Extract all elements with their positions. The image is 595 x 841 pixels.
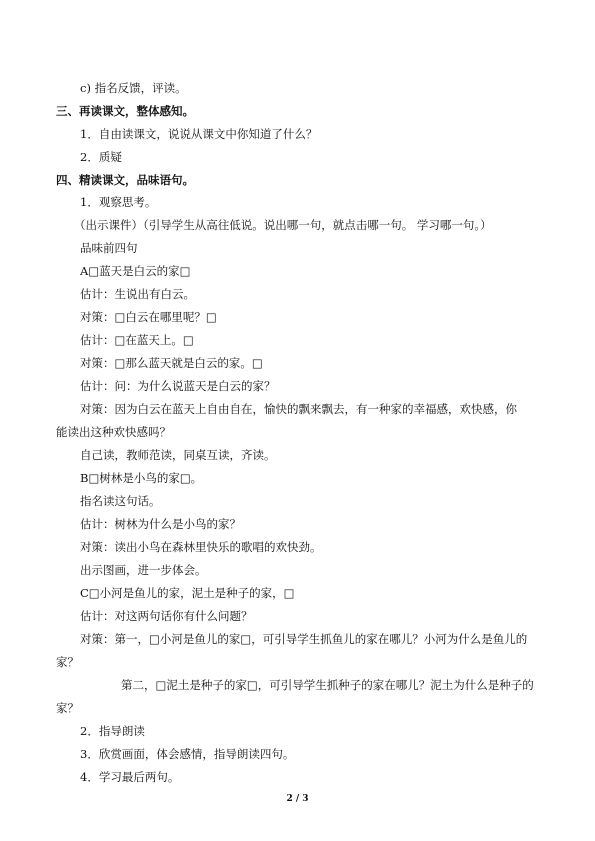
text-line: 1．自由读课文，说说从课文中你知道了什么？ [80, 127, 318, 141]
text-line: 指名读这句话。 [80, 494, 161, 508]
text-line: 4．学习最后两句。 [80, 770, 180, 784]
text-line: C□小河是鱼儿的家，泥土是种子的家，□ [80, 586, 295, 600]
text-line: 估计：□在蓝天上。□ [80, 333, 194, 347]
text-line: 对策：□白云在哪里呢？□ [80, 310, 217, 324]
text-line: 估计：问：为什么说蓝天是白云的家？ [80, 379, 276, 393]
page-number: 2 / 3 [286, 794, 309, 804]
section-heading: 三、再读课文，整体感知。 [56, 104, 194, 118]
text-line: 估计：对这两句话你有什么问题？ [80, 609, 253, 623]
text-line: 对策：□那么蓝天就是白云的家。□ [80, 356, 263, 370]
text-line: （出示课件）（引导学生从高往低说。说出哪一句，就点击哪一句。 学习哪一句。） [74, 218, 492, 232]
text-line: 对策：读出小鸟在森林里快乐的歌唱的欢快劲。 [80, 540, 322, 554]
text-line: 2．指导朗读 [80, 724, 145, 738]
text-line: 家？ [56, 655, 79, 669]
text-line: 2．质疑 [80, 150, 122, 164]
text-line: B□树林是小鸟的家□。 [80, 471, 203, 485]
text-line: 能读出这种欢快感吗？ [56, 425, 171, 439]
text-line: 3．欣赏画面，体会感情，指导朗读四句。 [80, 747, 295, 761]
text-line: 估计：树林为什么是小鸟的家？ [80, 517, 241, 531]
text-line: 出示图画，进一步体会。 [80, 563, 207, 577]
text-line: 估计：生说出有白云。 [80, 287, 195, 301]
text-line: 自己读，教师范读，同桌互读，齐读。 [80, 448, 276, 462]
section-heading: 四、精读课文，品味语句。 [56, 173, 194, 187]
text-line: 对策：因为白云在蓝天上自由自在，愉快的飘来飘去，有一种家的幸福感，欢快感，你 [80, 402, 517, 416]
text-line: 对策：第一，□小河是鱼儿的家□，可引导学生抓鱼儿的家在哪儿？小河为什么是鱼儿的 [80, 632, 528, 646]
text-line: c) 指名反馈，评读。 [80, 81, 187, 95]
text-line: A□蓝天是白云的家□ [80, 264, 191, 278]
text-line: 品味前四句 [80, 241, 138, 255]
text-line: 第二，□泥土是种子的家□，可引导学生抓种子的家在哪儿？泥土为什么是种子的 [121, 678, 534, 692]
text-line: 家？ [56, 701, 79, 715]
text-line: 1．观察思考。 [80, 195, 157, 209]
